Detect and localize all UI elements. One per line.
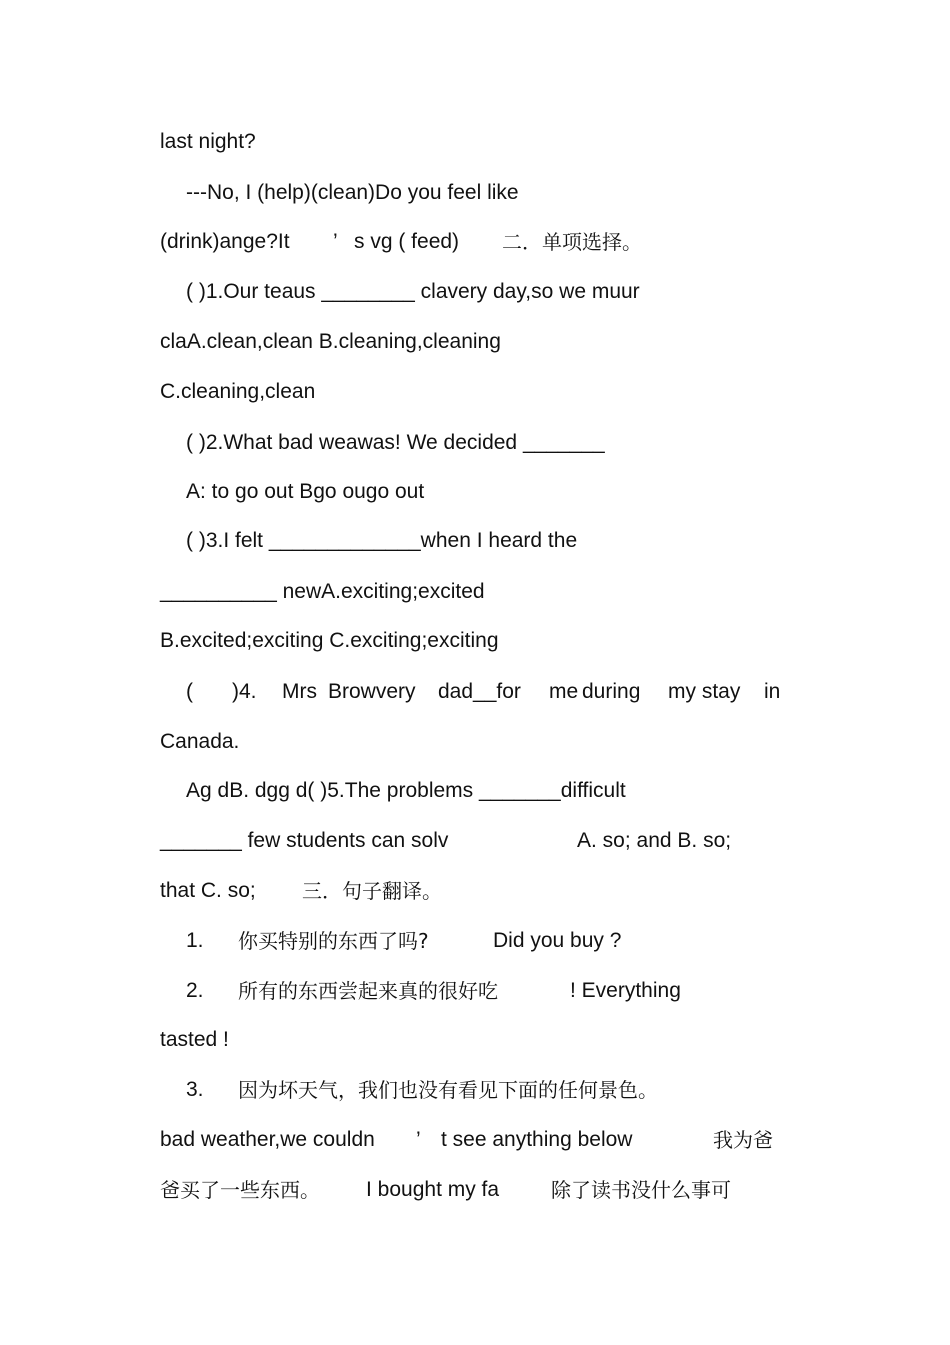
item-number: 1.	[186, 929, 204, 952]
text-line: Canada.	[160, 730, 240, 753]
translation-item	[0, 1076, 950, 1104]
text-segment: dad__for	[438, 680, 521, 703]
options-line: __________ newA.exciting;excited	[160, 580, 485, 603]
text-segment: Mrs	[282, 680, 317, 703]
text-segment: (	[186, 680, 193, 703]
text-segment: s vg ( feed)	[354, 230, 460, 253]
text-line: last night?	[160, 130, 256, 153]
chinese-text: 我为爸	[713, 1128, 773, 1152]
section-heading: 二．单项选择。	[502, 230, 642, 254]
chinese-text: 你买特别的东西了吗?	[238, 929, 429, 953]
text-segment: t see anything below	[441, 1128, 633, 1151]
text-line	[0, 1126, 950, 1154]
translation-item	[0, 927, 950, 955]
english-text: ! Everything	[570, 979, 681, 1002]
chinese-text: 所有的东西尝起来真的很好吃	[238, 979, 498, 1003]
english-text: Did you buy ?	[493, 929, 622, 952]
options-line: C.cleaning,clean	[160, 380, 316, 403]
text-segment: that C. so;	[160, 879, 256, 902]
text-line	[0, 1176, 950, 1204]
text-line	[0, 827, 950, 855]
translation-item	[0, 977, 950, 1005]
question-line: ( )3.I felt _____________when I heard the	[186, 529, 578, 552]
text-segment: A. so; and B. so;	[577, 829, 732, 852]
question-line	[0, 678, 950, 706]
text-segment: me	[549, 680, 579, 703]
text-segment: ’	[333, 230, 338, 253]
text-line: tasted !	[160, 1028, 229, 1051]
text-segment: Browvery	[328, 680, 416, 703]
english-text: I bought my fa	[366, 1178, 500, 1201]
text-segment: my stay	[668, 680, 741, 703]
text-line: ---No, I (help)(clean)Do you feel like	[186, 181, 519, 204]
text-segment: _______ few students can solv	[160, 829, 449, 852]
text-segment: (drink)ange?It	[160, 230, 290, 253]
item-number: 3.	[186, 1078, 204, 1101]
question-line: Ag dB. dgg d( )5.The problems _______difficult	[186, 779, 626, 802]
text-segment: in	[764, 680, 781, 703]
options-line: claA.clean,clean B.cleaning,cleaning	[160, 330, 501, 353]
chinese-text: 因为坏天气，我们也没有看见下面的任何景色。	[238, 1078, 658, 1102]
question-line: ( )2.What bad weawas! We decided _______	[186, 431, 605, 454]
text-segment: ’	[416, 1128, 421, 1151]
text-segment: during	[582, 680, 641, 703]
question-line: ( )1.Our teaus ________ clavery day,so we muur	[186, 280, 640, 303]
options-line: A: to go out Bgo ougo out	[186, 480, 425, 503]
text-line	[0, 228, 950, 256]
text-segment: )4.	[232, 680, 257, 703]
chinese-text: 除了读书没什么事可	[551, 1178, 731, 1202]
chinese-text: 爸买了一些东西。	[160, 1178, 320, 1202]
section-heading: 三．句子翻译。	[302, 879, 442, 903]
text-segment: bad weather,we couldn	[160, 1128, 375, 1151]
item-number: 2.	[186, 979, 204, 1002]
text-line	[0, 877, 950, 905]
options-line: B.excited;exciting C.exciting;exciting	[160, 629, 499, 652]
